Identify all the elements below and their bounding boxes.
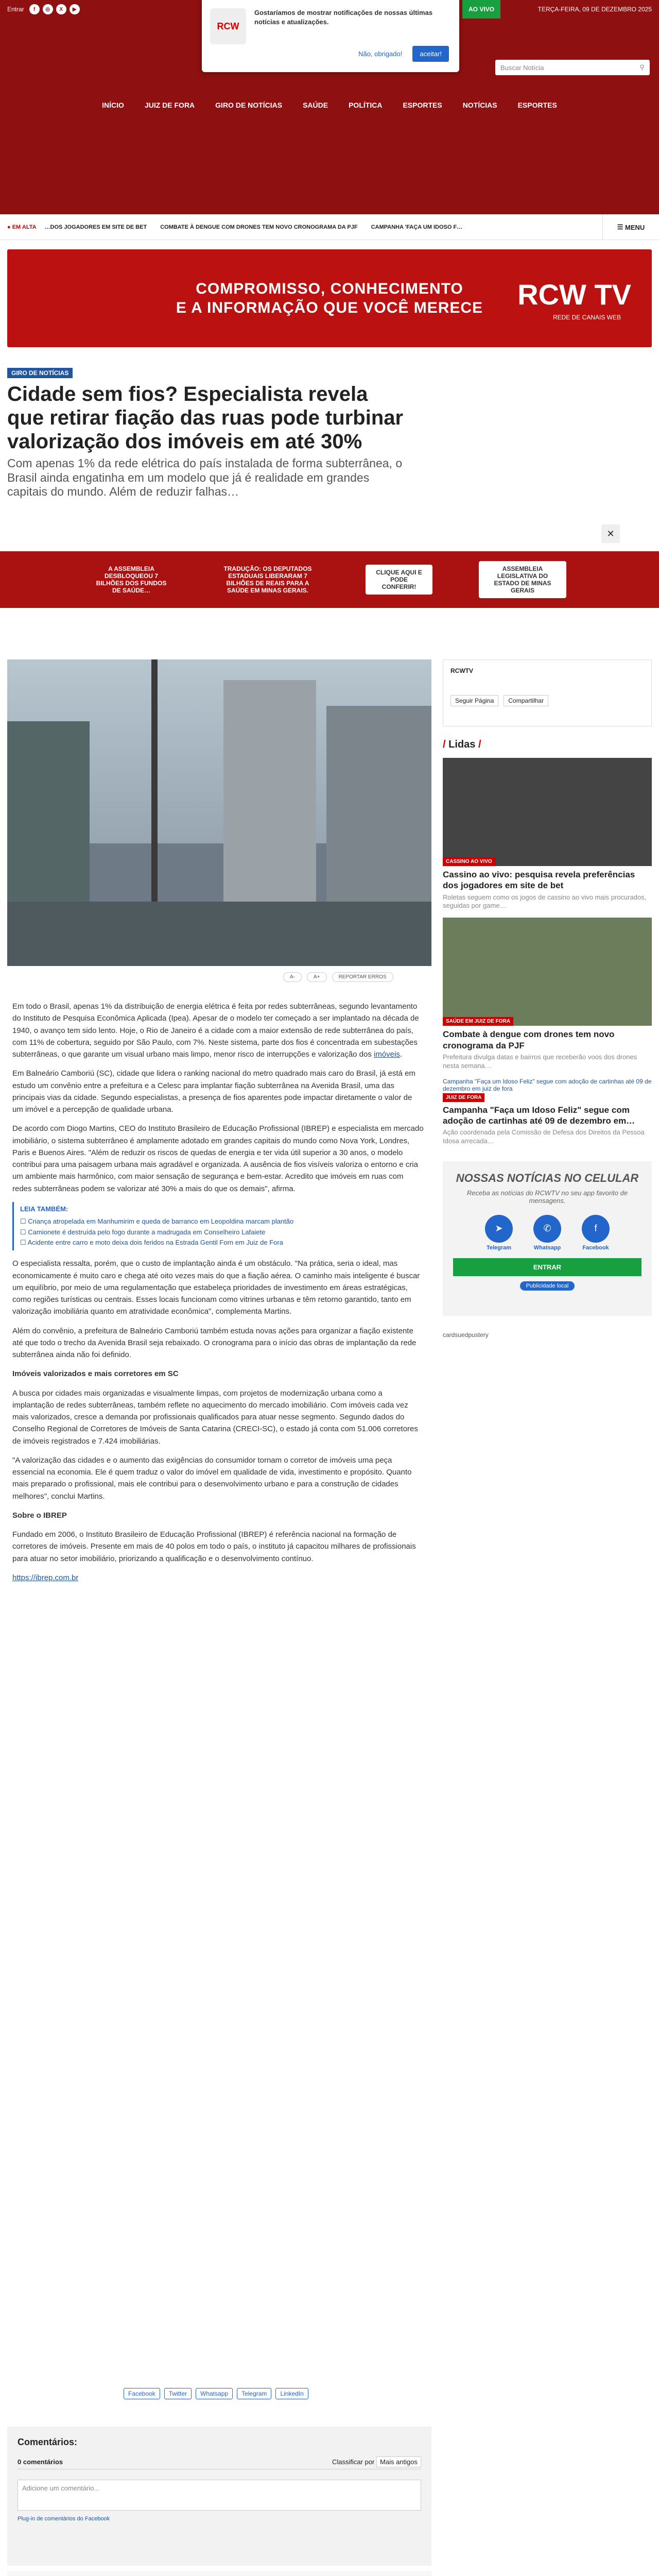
font-increase-button[interactable]: A+ bbox=[307, 972, 327, 982]
most-read-title: / Lidas / bbox=[443, 739, 481, 750]
sidebar-ad[interactable]: cardsuedpustery bbox=[443, 1331, 489, 1338]
card-tag: JUIZ DE FORA bbox=[443, 1093, 484, 1102]
fb-share-button[interactable]: Compartilhar bbox=[504, 695, 548, 706]
card-tag: CASSINO AO VIVO bbox=[443, 857, 495, 866]
ad-text-a: A ASSEMBLEIA DESBLOQUEOU 7 BILHÕES DOS FUNDOS DE SAÚDE… bbox=[96, 565, 167, 594]
subheading: Sobre o IBREP bbox=[12, 1511, 67, 1520]
banner-text: COMPROMISSO, CONHECIMENTO E A INFORMAÇÃO QUE VOCÊ MERECE bbox=[176, 280, 483, 316]
card-title[interactable]: Combate à dengue com drones tem novo cronograma da PJF bbox=[443, 1029, 615, 1050]
card-excerpt: Prefeitura divulga datas e bairros que receberão voos dos drones nesta semana… bbox=[443, 1053, 637, 1070]
sidebar-card[interactable] bbox=[443, 918, 652, 1070]
paragraph: Em Balneário Camboriú (SC), cidade que lidera o ranking nacional do metro quadrado mais caro do Brasil, já está em estudo um convênio entre a prefeitura e a Celesc para implantar fiação subterrânea na Avenida Brasil, uma das principais vias da cidade. Segundo especialistas, a presença de fios aparentes pode impactar diretamente o valor de um imóvel e a percepção de qualidade urbana. bbox=[12, 1069, 415, 1114]
nav-item[interactable]: POLÍTICA bbox=[349, 101, 383, 109]
ad-cta[interactable]: CLIQUE AQUI E PODE CONFERIR! bbox=[366, 565, 432, 595]
related-link[interactable]: ☐ Camionete é destruída pelo fogo durante a madrugada em Conselheiro Lafaiete bbox=[20, 1228, 266, 1236]
facebook-option[interactable]: f Facebook bbox=[582, 1215, 610, 1251]
menu-button[interactable]: ☰ MENU bbox=[602, 214, 659, 240]
main-nav bbox=[0, 101, 659, 109]
nav-item[interactable]: JUIZ DE FORA bbox=[144, 101, 195, 109]
sidebar bbox=[443, 659, 652, 1338]
whatsapp-icon: ✆ bbox=[533, 1215, 561, 1243]
subheading: Imóveis valorizados e mais corretores em SC bbox=[12, 1369, 179, 1379]
card-excerpt: Ação coordenada pela Comissão de Defesa dos Direitos da Pessoa Idosa arrecada… bbox=[443, 1128, 645, 1145]
related-title: LEIA TAMBÉM: bbox=[20, 1205, 68, 1213]
comment-input[interactable]: Adicione um comentário... bbox=[18, 2480, 421, 2511]
fb-follow-button[interactable]: Seguir Página bbox=[450, 695, 498, 706]
related-link[interactable]: ☐ Criança atropelada em Manhumirim e queda de barranco em Leopoldina marcam plantão bbox=[20, 1217, 294, 1225]
search-placeholder: Buscar Notícia bbox=[500, 63, 544, 72]
instagram-icon[interactable]: ◎ bbox=[43, 4, 53, 14]
fb-page-name: RCWTV bbox=[450, 667, 473, 674]
font-decrease-button[interactable]: A- bbox=[283, 972, 302, 982]
sort-label: Classificar por bbox=[332, 2458, 375, 2466]
paragraph: Fundado em 2006, o Instituto Brasileiro de Educação Profissional (IBREP) é referência nacional na formação de corretores de imóveis. Presente em mais de 40 polos em todo o país, o instituto já capacitou milhares de profissionais para atuar no setor imobiliário, priorizando a qualificação e o desenvolvimento contínuo. bbox=[12, 1530, 416, 1563]
article-photo bbox=[7, 659, 431, 966]
live-button[interactable]: AO VIVO bbox=[462, 0, 500, 19]
whatsapp-option[interactable]: ✆ Whatsapp bbox=[533, 1215, 561, 1251]
related-links bbox=[12, 1202, 424, 1251]
sidebar-card[interactable] bbox=[443, 1078, 652, 1146]
ad-text-b: TRADUÇÃO: OS DEPUTADOS ESTADUAIS LIBERARAM 7 BILHÕES DE REAIS PARA A SAÚDE EM MINAS GERAIS. bbox=[223, 565, 312, 594]
card-title[interactable]: Cassino ao vivo: pesquisa revela preferências dos jogadores em site de bet bbox=[443, 870, 635, 891]
ticker-item[interactable]: …DOS JOGADORES EM SITE DE BET bbox=[44, 224, 147, 230]
paragraph: "A valorização das cidades e o aumento das exigências do consumidor tornam o corretor de imóveis uma peça essencial na economia. Ele é quem traduz o valor do imóvel em qualidade de vida, investimento e propósito. Quanto mais preparado o profissional, mais ele contribui para o desenvolvimento urbano e para a construção de cidades melhores", conclui Martins. bbox=[12, 1455, 412, 1501]
login-link[interactable]: Entrar bbox=[7, 6, 24, 13]
share-linkedin-button[interactable]: LinkedIn bbox=[275, 2388, 308, 2399]
telegram-option[interactable]: ➤ Telegram bbox=[485, 1215, 513, 1251]
notification-prompt bbox=[202, 0, 459, 72]
fb-plugin-note: Plug-in de comentários do Facebook bbox=[18, 2516, 110, 2522]
decline-button[interactable]: Não, obrigado! bbox=[358, 50, 403, 58]
assembleia-ad[interactable] bbox=[0, 551, 659, 608]
ibrep-link[interactable]: https://ibrep.com.br bbox=[12, 1573, 79, 1582]
search-icon[interactable]: ⚲ bbox=[639, 63, 645, 71]
sidebar-card[interactable] bbox=[443, 758, 652, 910]
share-buttons bbox=[124, 2388, 308, 2399]
article-category[interactable]: GIRO DE NOTÍCIAS bbox=[7, 368, 73, 378]
sort-select[interactable]: Mais antigos bbox=[376, 2456, 421, 2467]
newsletter-text: Receba as notícias do RCWTV no seu app favorito de mensagens. bbox=[466, 1189, 628, 1205]
nav-item[interactable]: ESPORTES bbox=[517, 101, 557, 109]
nav-item[interactable]: INÍCIO bbox=[102, 101, 124, 109]
paragraph: Além do convênio, a prefeitura de Balneário Camboriú também estuda novas ações para organizar a fiação existente até que todo o trecho da Avenida Brasil seja rebaixado. O cronograma para o início das obras de implantação da rede subterrânea ainda não foi definido. bbox=[12, 1326, 417, 1360]
newsletter-box bbox=[443, 1161, 652, 1316]
article-title: Cidade sem fios? Especialista revela que retirar fiação das ruas pode turbinar valorização dos imóveis em até 30% bbox=[7, 383, 404, 453]
related-link[interactable]: ☐ Acidente entre carro e moto deixa dois feridos na Estrada Gentil Forn em Juiz de Fora bbox=[20, 1239, 283, 1247]
paragraph: De acordo com Diogo Martins, CEO do Instituto Brasileiro de Educação Profissional (IBREP) e especialista em mercado imobiliário, o sistema subterrâneo é amplamente adotado em grandes capitais do mundo como Nova York, Londres, Paris e Buenos Aires. "Além de reduzir os riscos de quedas de energia e ter vida útil superior a 30 anos, o modelo contribui para uma paisagem urbana mais agradável e organizada. A ausência de fios visíveis valoriza o entorno e cria um ambiente mais harmônico, com maior sensação de segurança e bem-estar. Acredito que imóveis em ruas com redes subterrâneas podem se valorizar até 30% a mais do que os demais", afirma. bbox=[12, 1124, 424, 1193]
card-image-alt: Campanha "Faça um Idoso Feliz" segue com adoção de cartinhas até 09 de dezembro em juiz de fora bbox=[443, 1077, 652, 1092]
paragraph: Em todo o Brasil, apenas 1% da distribuição de energia elétrica é feita por redes subterrâneas, segundo levantamento do Instituto de Pesquisa Econômica Aplicada (Ipea). Apesar de o modelo ter começado a ser implantado na década de 1940, o avanço tem sido lento. Hoje, o Rio de Janeiro é a cidade com a maior extensão de rede subterrânea do país, com 11% de cobertura, seguido por São Paulo, com 7%. Neste sistema, parte dos fios é concentrada em subestações subterrâneas, o que garante um visual urbano mais limpo, menor risco de interrupções e valorização dos imóveis. bbox=[12, 1002, 419, 1059]
paragraph: O especialista ressalta, porém, que o custo de implantação ainda é um obstáculo. "Na prática, seria o ideal, mas economicamente é muito caro e chega até oito vezes mais do que a fiação aérea. O caminho mais inteligente é buscar um equilíbrio, por meio de uma regulamentação que estabeleça prioridades de investimento em áreas estratégicas, como regiões turísticas ou centrais. Esses locais funcionam como vitrines urbanas e têm retorno garantido, tanto em valorização imobiliária quanto em atratividade econômica", complementa Martins. bbox=[12, 1259, 420, 1316]
close-icon[interactable]: ✕ bbox=[601, 524, 620, 543]
imoveis-link[interactable]: imóveis bbox=[374, 1050, 400, 1059]
facebook-widget[interactable] bbox=[443, 659, 652, 726]
trending-ticker bbox=[0, 214, 659, 240]
nav-item[interactable]: GIRO DE NOTÍCIAS bbox=[215, 101, 283, 109]
facebook-icon: f bbox=[582, 1215, 610, 1243]
trending-label: ● EM ALTA bbox=[7, 224, 37, 230]
ad-org: ASSEMBLEIA LEGISLATIVA DO ESTADO DE MINAS GERAIS bbox=[479, 561, 566, 598]
newsletter-title: NOSSAS NOTÍCIAS NO CELULAR bbox=[456, 1171, 639, 1184]
nav-item[interactable]: NOTÍCIAS bbox=[462, 101, 497, 109]
search-input[interactable] bbox=[495, 60, 650, 75]
ticker-item[interactable]: COMBATE À DENGUE COM DRONES TEM NOVO CRONOGRAMA DA PJF bbox=[160, 224, 358, 230]
comments-section bbox=[7, 2427, 431, 2566]
card-excerpt: Roletas seguem como os jogos de cassino ao vivo mais procurados, seguidas por game… bbox=[443, 893, 647, 910]
card-title[interactable]: Campanha "Faça um Idoso Feliz" segue com adoção de cartinhas até 09 de dezembro em… bbox=[443, 1105, 635, 1126]
article-lead: Com apenas 1% da rede elétrica do país instalada de forma subterrânea, o Brasil ainda engatinha em um modelo que já é realidade em grandes capitais do mundo. Além de reduzir falhas… bbox=[7, 456, 403, 499]
rcw-banner[interactable] bbox=[7, 249, 652, 347]
newsletter-enter-button[interactable]: ENTRAR bbox=[453, 1258, 641, 1276]
x-icon[interactable]: X bbox=[56, 4, 66, 14]
paragraph: A busca por cidades mais organizadas e visualmente limpas, com projetos de modernização urbana como a implantação de redes subterrâneas, também reflete no aquecimento do mercado imobiliário. Com imóveis cada vez mais valorizados, cresce a demanda por profissionais qualificados para atuar nesse segmento. Segundo dados do Conselho Regional de Corretores de Imóveis de Santa Catarina (CRECI-SC), o estado já conta com 51.006 corretores de imóveis registrados e 7.424 imobiliárias. bbox=[12, 1388, 418, 1446]
share-twitter-button[interactable]: Twitter bbox=[164, 2388, 192, 2399]
ticker-item[interactable]: CAMPANHA 'FAÇA UM IDOSO F… bbox=[371, 224, 463, 230]
publicidade-badge[interactable]: Publicidade local bbox=[520, 1281, 575, 1291]
comments-count: 0 comentários bbox=[18, 2458, 63, 2466]
nav-item[interactable]: SAÚDE bbox=[303, 101, 328, 109]
share-facebook-button[interactable]: Facebook bbox=[124, 2388, 160, 2399]
author-box bbox=[7, 2571, 431, 2576]
banner-sub: REDE DE CANAIS WEB bbox=[552, 314, 621, 321]
notification-text: Gostaríamos de mostrar notificações de nossas últimas notícias e atualizações. bbox=[254, 9, 433, 26]
youtube-icon[interactable]: ▶ bbox=[70, 4, 80, 14]
banner-logo: RCW TV bbox=[517, 278, 631, 311]
comments-title: Comentários: bbox=[18, 2437, 78, 2447]
facebook-icon[interactable]: f bbox=[29, 4, 40, 14]
share-whatsapp-button[interactable]: Whatsapp bbox=[196, 2388, 233, 2399]
share-telegram-button[interactable]: Telegram bbox=[237, 2388, 271, 2399]
card-tag: SAÚDE EM JUIZ DE FORA bbox=[443, 1017, 513, 1026]
notification-logo: RCW bbox=[210, 8, 246, 44]
accept-button[interactable]: aceitar! bbox=[412, 46, 449, 62]
current-date: TERÇA-FEIRA, 09 DE DEZEMBRO 2025 bbox=[537, 6, 652, 13]
report-error-button[interactable]: REPORTAR ERROS bbox=[332, 972, 393, 982]
article-body bbox=[12, 1001, 424, 1591]
nav-item[interactable]: ESPORTES bbox=[403, 101, 442, 109]
telegram-icon: ➤ bbox=[485, 1215, 513, 1243]
